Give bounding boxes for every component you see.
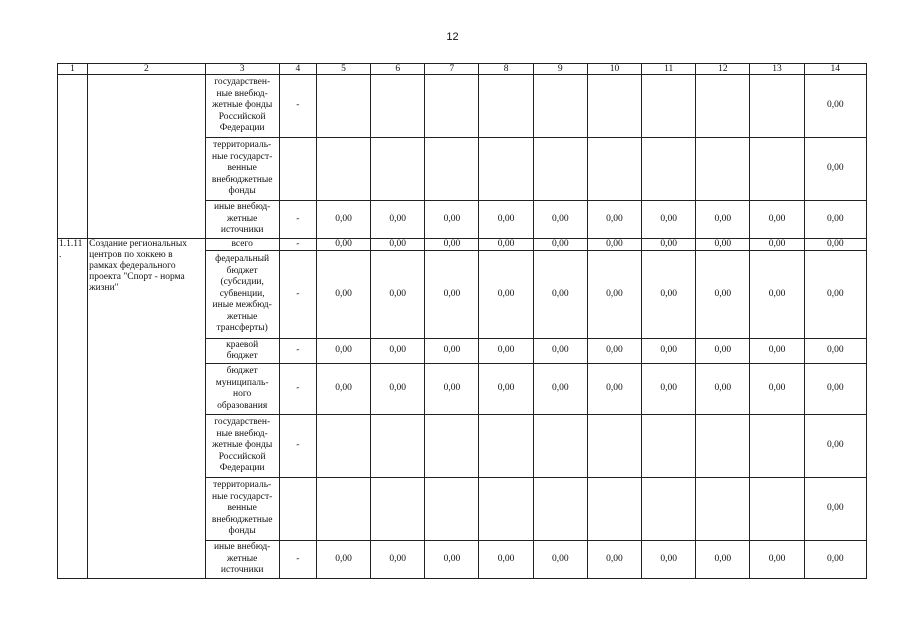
value-cell: 0,00: [316, 251, 370, 339]
value-cell: [587, 138, 641, 201]
dash-cell: -: [279, 364, 316, 415]
value-cell: [316, 138, 370, 201]
value-cell: 0,00: [425, 364, 479, 415]
budget-table: [57, 63, 867, 579]
number-cell: [58, 75, 88, 239]
value-cell: [642, 415, 696, 478]
table-row: [58, 75, 867, 138]
header-cell: 12: [696, 64, 750, 75]
value-cell: 0,00: [479, 201, 533, 239]
value-cell: [642, 138, 696, 201]
value-cell: [479, 138, 533, 201]
value-cell: [533, 138, 587, 201]
value-cell: 0,00: [316, 201, 370, 239]
value-cell: 0,00: [750, 339, 804, 364]
header-cell: 8: [479, 64, 533, 75]
dash-cell: -: [279, 75, 316, 138]
value-cell: 0,00: [642, 541, 696, 579]
value-cell: [696, 75, 750, 138]
value-cell: [425, 75, 479, 138]
value-cell: [533, 478, 587, 541]
value-cell: [425, 478, 479, 541]
dash-cell: -: [279, 415, 316, 478]
value-cell: 0,00: [371, 364, 425, 415]
funding-source-cell: федеральный бюджет (субсидии, субвенции, иные межбюд- жетные трансферты): [205, 251, 279, 339]
value-cell: [533, 75, 587, 138]
value-cell: [750, 415, 804, 478]
value-cell: [479, 478, 533, 541]
value-cell: [587, 478, 641, 541]
header-cell: 6: [371, 64, 425, 75]
value-cell: 0,00: [479, 239, 533, 251]
dash-cell: -: [279, 201, 316, 239]
header-cell: 11: [642, 64, 696, 75]
dash-cell: -: [279, 239, 316, 251]
value-cell: [750, 75, 804, 138]
value-cell: [479, 75, 533, 138]
dash-cell: -: [279, 541, 316, 579]
total-cell: 0,00: [804, 75, 866, 138]
header-cell: 14: [804, 64, 866, 75]
value-cell: [696, 138, 750, 201]
value-cell: [642, 478, 696, 541]
value-cell: 0,00: [696, 239, 750, 251]
value-cell: 0,00: [533, 364, 587, 415]
header-cell: 13: [750, 64, 804, 75]
value-cell: [371, 478, 425, 541]
header-cell: 3: [205, 64, 279, 75]
value-cell: 0,00: [642, 364, 696, 415]
value-cell: [425, 415, 479, 478]
value-cell: 0,00: [696, 541, 750, 579]
value-cell: 0,00: [425, 251, 479, 339]
total-cell: 0,00: [804, 541, 866, 579]
value-cell: 0,00: [587, 251, 641, 339]
value-cell: [587, 415, 641, 478]
header-cell: 1: [58, 64, 88, 75]
funding-source-cell: территориаль- ные государст- венные внебюджетные фонды: [205, 138, 279, 201]
header-cell: 9: [533, 64, 587, 75]
funding-source-cell: иные внебюд- жетные источники: [205, 541, 279, 579]
value-cell: 0,00: [316, 541, 370, 579]
value-cell: 0,00: [533, 339, 587, 364]
dash-cell: [279, 478, 316, 541]
value-cell: 0,00: [587, 201, 641, 239]
value-cell: 0,00: [425, 339, 479, 364]
value-cell: 0,00: [316, 364, 370, 415]
value-cell: 0,00: [479, 541, 533, 579]
value-cell: 0,00: [750, 364, 804, 415]
value-cell: 0,00: [587, 364, 641, 415]
value-cell: [533, 415, 587, 478]
funding-source-cell: иные внебюд- жетные источники: [205, 201, 279, 239]
value-cell: [750, 138, 804, 201]
header-cell: 2: [88, 64, 205, 75]
value-cell: 0,00: [750, 239, 804, 251]
page-number: 12: [446, 31, 459, 43]
value-cell: 0,00: [642, 239, 696, 251]
value-cell: 0,00: [750, 251, 804, 339]
value-cell: 0,00: [533, 541, 587, 579]
value-cell: 0,00: [642, 201, 696, 239]
total-cell: 0,00: [804, 478, 866, 541]
value-cell: [587, 75, 641, 138]
total-cell: 0,00: [804, 138, 866, 201]
funding-source-cell: государствен- ные внебюд- жетные фонды Российской Федерации: [205, 415, 279, 478]
item-name: Создание региональных центров по хоккею в рамках федерального проекта "Спорт - норма жизни": [88, 239, 205, 579]
dash-cell: -: [279, 339, 316, 364]
total-cell: 0,00: [804, 239, 866, 251]
value-cell: [425, 138, 479, 201]
item-number: 1.1.11 .: [58, 239, 88, 579]
value-cell: 0,00: [316, 339, 370, 364]
value-cell: 0,00: [642, 339, 696, 364]
value-cell: 0,00: [587, 239, 641, 251]
value-cell: [371, 75, 425, 138]
total-cell: 0,00: [804, 201, 866, 239]
name-cell: [88, 75, 205, 239]
total-cell: 0,00: [804, 415, 866, 478]
value-cell: 0,00: [642, 251, 696, 339]
value-cell: 0,00: [371, 239, 425, 251]
value-cell: 0,00: [425, 541, 479, 579]
value-cell: 0,00: [533, 251, 587, 339]
value-cell: 0,00: [696, 201, 750, 239]
value-cell: [316, 415, 370, 478]
value-cell: 0,00: [587, 339, 641, 364]
value-cell: 0,00: [479, 364, 533, 415]
value-cell: 0,00: [371, 339, 425, 364]
header-cell: 5: [316, 64, 370, 75]
table-row: [58, 239, 867, 251]
value-cell: 0,00: [371, 541, 425, 579]
total-cell: 0,00: [804, 251, 866, 339]
value-cell: [371, 415, 425, 478]
value-cell: 0,00: [479, 339, 533, 364]
value-cell: [750, 478, 804, 541]
value-cell: 0,00: [371, 201, 425, 239]
total-cell: 0,00: [804, 339, 866, 364]
value-cell: 0,00: [371, 251, 425, 339]
value-cell: [696, 478, 750, 541]
dash-cell: [279, 138, 316, 201]
header-cell: 4: [279, 64, 316, 75]
dash-cell: -: [279, 251, 316, 339]
total-cell: 0,00: [804, 364, 866, 415]
value-cell: 0,00: [750, 201, 804, 239]
value-cell: 0,00: [479, 251, 533, 339]
value-cell: 0,00: [533, 239, 587, 251]
funding-source-cell: территориаль- ные государст- венные внебюджетные фонды: [205, 478, 279, 541]
header-cell: 7: [425, 64, 479, 75]
value-cell: 0,00: [316, 239, 370, 251]
value-cell: 0,00: [696, 339, 750, 364]
funding-source-cell: бюджет муниципаль- ного образования: [205, 364, 279, 415]
funding-source-cell: государствен- ные внебюд- жетные фонды Российской Федерации: [205, 75, 279, 138]
funding-source-cell: краевой бюджет: [205, 339, 279, 364]
value-cell: 0,00: [696, 364, 750, 415]
value-cell: 0,00: [587, 541, 641, 579]
value-cell: 0,00: [425, 201, 479, 239]
value-cell: 0,00: [533, 201, 587, 239]
value-cell: [696, 415, 750, 478]
value-cell: [371, 138, 425, 201]
header-cell: 10: [587, 64, 641, 75]
value-cell: 0,00: [696, 251, 750, 339]
value-cell: [316, 75, 370, 138]
value-cell: 0,00: [425, 239, 479, 251]
value-cell: [479, 415, 533, 478]
header-row: [58, 64, 867, 75]
value-cell: [642, 75, 696, 138]
value-cell: 0,00: [750, 541, 804, 579]
value-cell: [316, 478, 370, 541]
funding-source-cell: всего: [205, 239, 279, 251]
